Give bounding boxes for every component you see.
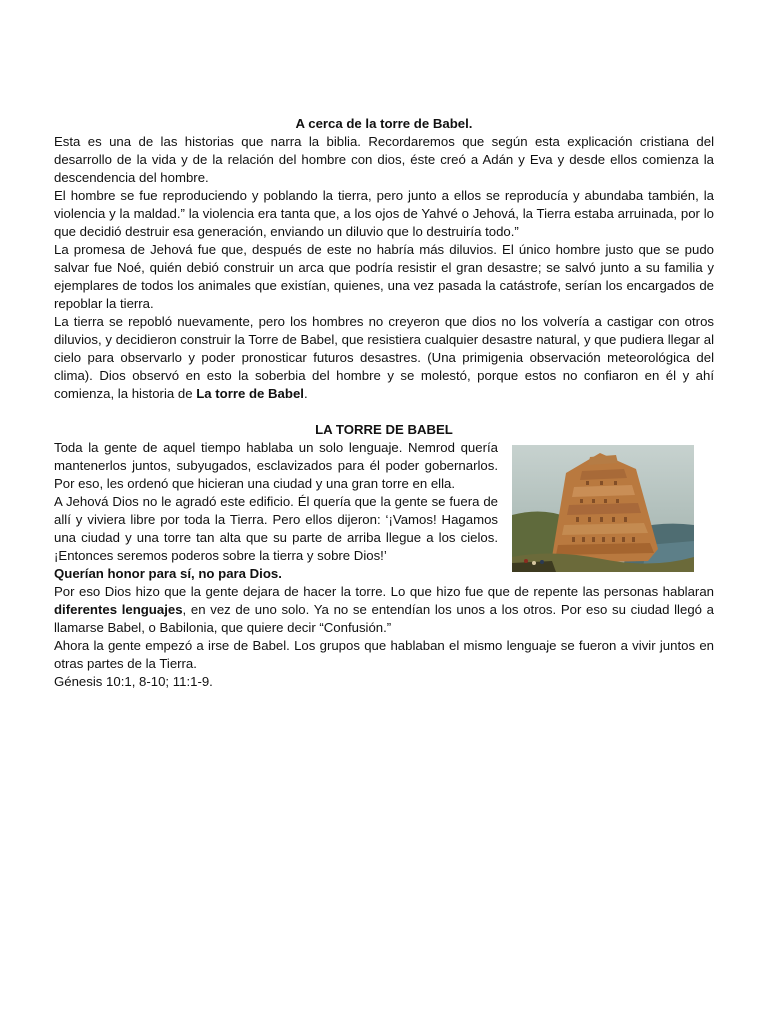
intro-paragraph-4 <box>54 313 714 403</box>
tower-painting-icon <box>512 445 694 572</box>
babel-paragraph-4 <box>54 583 714 637</box>
page-title: A cerca de la torre de Babel. <box>295 116 473 131</box>
document-page <box>54 115 714 691</box>
intro-paragraph-4-bold: La torre de Babel <box>196 386 304 401</box>
section-spacer <box>54 403 714 421</box>
babel-paragraph-1: Toda la gente de aquel tiempo hablaba un solo lenguaje. Nemrod quería mantenerlos juntos, subyugados, esclavizados para él poder gobernarlos. Por eso, les ordenó que hicieran una ciudad y una gran torre en ella. <box>54 440 498 491</box>
intro-paragraph-3: La promesa de Jehová fue que, después de este no habría más diluvios. El único hombre justo que se pudo salvar fue Noé, quién debió construir un arca que podría resistir el gran desastre; se salvó junto a su familia y ejemplares de todos los animales que existían, quienes, una vez pasada la catástrofe, serían los encargados de repoblar la tierra. <box>54 242 714 311</box>
intro-paragraph-4-end: . <box>303 386 308 401</box>
babel-paragraph-4-bold: diferentes lenguajes <box>54 602 183 617</box>
intro-paragraph-4-text: La tierra se repobló nuevamente, pero los hombres no creyeron que dios no los volvería a castigar con otros diluvios, y decidieron construir la Torre de Babel, que resistiera cualquier desastre natural, y que pudiera llegar al cielo para observarlo y poder pronosticar futuros desastres. (Una primigenia observación meteorológica del clima). Dios observó en esto la soberbia del hombre y se molestó, porque estos no confiaron en él y ahí comienza, la historia de <box>54 314 714 401</box>
section-heading: LA TORRE DE BABEL <box>315 422 453 437</box>
intro-paragraph-2: El hombre se fue reproduciendo y poblando la tierra, pero junto a ellos se reproducía y abundaba también, la violencia y la maldad.” la violencia era tanta que, a los ojos de Yahvé o Jehová, la Tierra estaba arruinada, por lo que decidió destruir esa generación, enviando un diluvio que lo destruiría todo.” <box>54 188 714 239</box>
tower-of-babel-image <box>512 445 694 572</box>
babel-section <box>54 421 714 691</box>
babel-paragraph-4-a: Por eso Dios hizo que la gente dejara de hacer la torre. Lo que hizo fue que de repente las personas hablaran <box>54 584 714 599</box>
babel-emphasis: Querían honor para sí, no para Dios. <box>54 566 282 581</box>
bible-reference: Génesis 10:1, 8-10; 11:1-9. <box>54 674 213 689</box>
babel-paragraph-4-b: , en vez de uno solo. Ya no se entendían los unos a los otros. Por eso su ciudad llegó a llamarse Babel, o Babilonia, que quiere decir “Confusión.” <box>54 602 715 635</box>
babel-paragraph-5: Ahora la gente empezó a irse de Babel. Los grupos que hablaban el mismo lenguaje se fueron a vivir juntos en otras partes de la Tierra. <box>54 638 714 671</box>
intro-paragraph-1: Esta es una de las historias que narra la biblia. Recordaremos que según esta explicación cristiana del desarrollo de la vida y de la relación del hombre con dios, éste creó a Adán y Eva y desde ellos comienza la descendencia del hombre. <box>54 134 714 185</box>
babel-paragraph-2: A Jehová Dios no le agradó este edificio. Él quería que la gente se fuera de allí y viviera libre por toda la Tierra. Pero ellos dijeron: ‘¡Vamos! Hagamos una ciudad y una torre tan alta que su parte de arriba llegue a los cielos. ¡Entonces seremos poderos sobre la tierra y sobre Dios!’ <box>54 494 498 563</box>
